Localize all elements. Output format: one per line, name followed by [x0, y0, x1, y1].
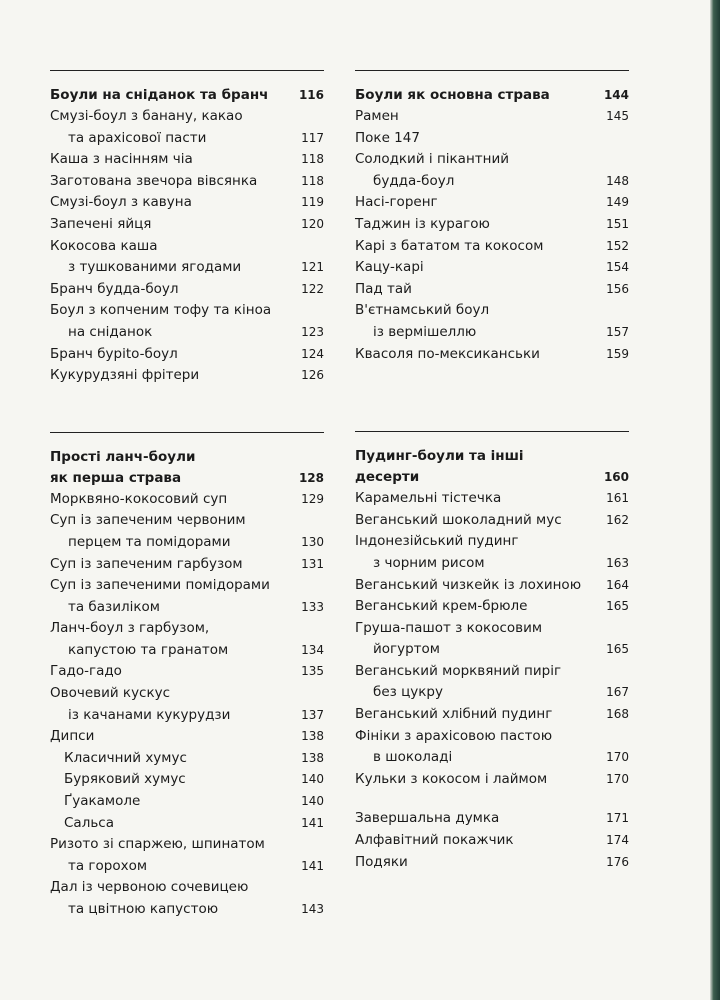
entry-page-number: 170 — [606, 771, 629, 786]
entry-title-line: Бранч будда-боул — [50, 280, 179, 297]
toc-entry[interactable] — [50, 618, 324, 661]
entry-title-line: Веганський морквяний пиріг — [355, 662, 562, 679]
entry-page-number: 163 — [606, 555, 629, 570]
entry-title — [355, 531, 518, 574]
entry-title — [355, 257, 424, 279]
section-heading[interactable] — [50, 447, 324, 489]
toc-entry[interactable] — [50, 489, 324, 511]
entry-page-number: 135 — [301, 664, 324, 679]
entry-page-number: 137 — [301, 707, 324, 722]
toc-entry[interactable] — [355, 236, 629, 258]
entry-title-line: із качанами кукурудзи — [68, 706, 231, 723]
entry-page-number: 161 — [606, 491, 629, 506]
section-spacer — [355, 365, 629, 431]
toc-entry[interactable] — [355, 128, 629, 150]
toc-section-desserts — [355, 431, 629, 790]
section-heading-page-number: 128 — [298, 470, 324, 485]
entry-page-number: 140 — [301, 772, 324, 787]
entry-page-number: 162 — [606, 512, 629, 527]
entry-title-line: Індонезійський пудинг — [355, 533, 519, 550]
entry-title-line: Веганський хлібний пудинг — [355, 706, 553, 723]
toc-entry[interactable] — [50, 661, 324, 683]
entry-title — [355, 344, 540, 366]
section-divider — [50, 432, 324, 433]
entry-page-number: 157 — [606, 324, 629, 339]
entry-page-number: 164 — [606, 577, 629, 592]
toc-entry[interactable] — [50, 171, 324, 193]
entry-title — [50, 834, 265, 877]
toc-entry[interactable] — [50, 877, 324, 920]
entry-title-line: Фініки з арахісовою пастою — [355, 727, 553, 744]
entry-title-line: Карі з бататом та кокосом — [355, 237, 544, 254]
entry-title — [50, 344, 178, 366]
toc-entry[interactable] — [50, 834, 324, 877]
toc-entry[interactable] — [50, 344, 324, 366]
section-heading-line: Боули як основна страва — [355, 87, 550, 103]
entry-title — [50, 554, 243, 576]
entry-page-number: 168 — [606, 707, 629, 722]
toc-entry[interactable] — [50, 279, 324, 301]
entry-page-number: 176 — [606, 854, 629, 869]
toc-entry[interactable] — [355, 106, 629, 128]
entry-title — [355, 236, 543, 258]
section-heading-page-number: 116 — [298, 88, 324, 102]
entry-title-line: Боул з копченим тофу та кіноа — [50, 302, 272, 319]
section-heading-line: Пудинг-боули та інші десерти — [355, 448, 524, 486]
toc-subentry[interactable] — [50, 791, 324, 813]
entry-title — [355, 214, 490, 236]
entry-page-number: 130 — [301, 534, 324, 549]
entry-title-line: Дал із червоною сочевицею — [50, 879, 249, 896]
entry-title-line: в шоколаді — [373, 749, 453, 766]
entry-title — [355, 149, 509, 192]
entry-title — [50, 791, 140, 813]
entry-title-line: Морквяно-кокосовий суп — [50, 490, 228, 507]
toc-entry[interactable] — [355, 279, 629, 301]
entry-title-line: Веганський шоколадний мус — [355, 511, 562, 528]
entry-page-number: 156 — [606, 281, 629, 296]
entry-title — [50, 365, 199, 387]
section-divider — [355, 70, 629, 71]
entry-page-number: 152 — [606, 238, 629, 253]
toc-subentry[interactable] — [50, 769, 324, 791]
entry-title-line: Овочевий кускус — [50, 685, 171, 702]
entry-title-line: Каша з насінням чіа — [50, 151, 193, 168]
toc-section-main — [355, 70, 629, 365]
entry-title-line: Солодкий і пікантний — [355, 151, 510, 168]
entry-title-line: Веганський крем-брюле — [355, 598, 528, 615]
back-matter-entry[interactable] — [355, 830, 629, 852]
entry-page-number: 134 — [301, 642, 324, 657]
entry-title-line: Бранч бурito-боул — [50, 345, 178, 362]
entry-title — [355, 661, 561, 704]
entry-title — [50, 769, 186, 791]
toc-entry[interactable] — [50, 192, 324, 214]
toc-entry[interactable] — [355, 531, 629, 574]
toc-entry[interactable] — [50, 214, 324, 236]
toc-entry[interactable] — [50, 683, 324, 726]
entry-title-line: Смузі-боул з банану, какао — [50, 108, 243, 124]
entry-title-line: Заготована звечора вівсянка — [50, 172, 258, 189]
entry-title-line: В'єтнамський боул — [355, 302, 490, 319]
entry-title-line: Алфавітний покажчик — [355, 832, 514, 849]
entry-title — [50, 618, 228, 661]
entry-page-number: 154 — [606, 260, 629, 275]
entry-title — [50, 106, 243, 149]
entry-page-number: 123 — [301, 324, 324, 339]
entry-title — [50, 214, 151, 236]
entry-page-number: 141 — [301, 858, 324, 873]
toc-entry[interactable] — [50, 149, 324, 171]
toc-entry[interactable] — [50, 510, 324, 553]
entry-title — [50, 300, 271, 343]
toc-entry[interactable] — [355, 488, 629, 510]
entry-page-number: 129 — [301, 491, 324, 506]
entry-page-number: 119 — [301, 195, 324, 210]
toc-entry[interactable] — [355, 704, 629, 726]
back-matter-entry[interactable] — [355, 852, 629, 874]
entry-title — [50, 683, 230, 726]
entry-title — [355, 769, 547, 791]
toc-entry[interactable] — [50, 106, 324, 149]
toc-entry[interactable] — [355, 661, 629, 704]
entry-title-line: на сніданок — [68, 323, 153, 340]
entry-title — [355, 852, 408, 874]
entry-title — [355, 279, 412, 301]
entry-title-line: без цукру — [373, 684, 443, 701]
section-heading-line: Прості ланч-боули — [50, 448, 196, 465]
entry-page-number: 126 — [301, 368, 324, 383]
entry-title — [355, 704, 552, 726]
toc-subentry[interactable] — [50, 748, 324, 770]
entry-title-line: Класичний хумус — [64, 749, 187, 766]
section-spacer — [50, 387, 324, 432]
entry-title-line: з чорним рисом — [373, 554, 485, 571]
entry-page-number: 148 — [606, 173, 629, 188]
toc-section-lunch — [50, 432, 324, 921]
section-heading-page-number: 160 — [603, 470, 629, 485]
section-heading-title — [50, 85, 268, 106]
toc-entry[interactable] — [355, 596, 629, 618]
entry-title-line: Завершальна думка — [355, 810, 500, 827]
section-heading-page-number: 144 — [603, 88, 629, 102]
entry-title-line: із вермішеллю — [373, 323, 477, 340]
section-heading-title — [355, 85, 550, 106]
entry-page-number: 138 — [301, 750, 324, 765]
entry-title-line: та горохом — [68, 857, 148, 874]
entry-title-line: Кукурудзяні фрітери — [50, 367, 200, 384]
entry-title — [50, 171, 257, 193]
entry-title — [355, 300, 489, 343]
book-spine-edge — [710, 0, 720, 1000]
toc-entry[interactable] — [355, 769, 629, 791]
toc-entry[interactable] — [50, 365, 324, 387]
entry-title-line: Ланч-боул з гарбузом, — [50, 620, 210, 637]
entry-title — [355, 510, 562, 532]
entry-page-number: 165 — [606, 599, 629, 614]
entry-title-line: будда-боул — [373, 172, 455, 189]
entry-title-line: Таджин із курагою — [355, 215, 490, 232]
entry-title — [355, 128, 420, 150]
entry-title-line: йогуртом — [373, 641, 440, 658]
entry-title-line: Груша-пашот з кокосовим — [355, 619, 543, 636]
entry-title — [50, 661, 122, 683]
section-divider — [355, 431, 629, 432]
entry-page-number: 143 — [301, 902, 324, 916]
entry-page-number: 151 — [606, 216, 629, 231]
section-heading[interactable] — [50, 85, 324, 106]
entry-title-line: Смузі-боул з кавуна — [50, 194, 192, 211]
entry-title-line: Насі-горенг — [355, 194, 438, 211]
entry-title — [355, 726, 552, 769]
entry-title-line: Кокосова каша — [50, 237, 158, 254]
toc-entry[interactable] — [355, 257, 629, 279]
entry-title — [50, 726, 94, 748]
entry-page-number: 141 — [301, 815, 324, 830]
entry-page-number: 149 — [606, 195, 629, 210]
entry-title — [355, 830, 514, 852]
toc-entry[interactable] — [355, 214, 629, 236]
entry-title-line: та цвітною капустою — [68, 901, 219, 917]
toc-entry[interactable] — [355, 575, 629, 597]
entry-title — [50, 510, 246, 553]
entry-title-line: Кульки з кокосом і лаймом — [355, 770, 548, 787]
section-heading-title — [50, 447, 195, 489]
entry-page-number: 145 — [606, 109, 629, 123]
entry-title — [50, 575, 270, 618]
toc-entry[interactable] — [50, 236, 324, 279]
entry-page-number: 171 — [606, 811, 629, 826]
entry-page-number: 133 — [301, 599, 324, 614]
entry-page-number: 174 — [606, 833, 629, 848]
section-heading-line: Боули на сніданок та бранч — [50, 87, 269, 103]
entry-title-line: Подяки — [355, 853, 408, 870]
entry-title — [50, 813, 114, 835]
entry-title — [50, 149, 193, 171]
entry-title-line: з тушкованими ягодами — [68, 259, 242, 276]
entry-title-line: Суп із запеченим гарбузом — [50, 555, 243, 572]
entry-title — [355, 618, 542, 661]
entry-title — [355, 106, 399, 128]
entry-title-line: Запечені яйця — [50, 215, 152, 232]
toc-entry[interactable] — [355, 149, 629, 192]
toc-entry[interactable] — [50, 554, 324, 576]
entry-title-line: та арахісової пасти — [68, 129, 207, 146]
toc-right-column — [355, 70, 629, 873]
toc-entry[interactable] — [50, 726, 324, 748]
entry-title-line: перцем та помідорами — [68, 533, 231, 550]
toc-entry[interactable] — [355, 726, 629, 769]
toc-entry[interactable] — [355, 192, 629, 214]
entry-page-number: 118 — [301, 173, 324, 188]
entry-title-line: Рамен — [355, 108, 399, 124]
toc-left-column — [50, 70, 324, 921]
entry-page-number: 120 — [301, 216, 324, 231]
entry-page-number: 165 — [606, 642, 629, 657]
toc-section-breakfast — [50, 70, 324, 387]
entry-page-number: 138 — [301, 729, 324, 744]
entry-title-line: Карамельні тістечка — [355, 490, 502, 507]
entry-title-line: Буряковий хумус — [64, 771, 186, 788]
entry-title-line: Дипси — [50, 728, 95, 745]
entry-page-number: 170 — [606, 750, 629, 765]
entry-title-line: Пад тай — [355, 280, 412, 297]
toc-entry[interactable] — [355, 618, 629, 661]
entry-title-line: Квасоля по-мексиканськи — [355, 345, 540, 362]
toc-entry[interactable] — [355, 344, 629, 366]
entry-page-number: 122 — [301, 281, 324, 296]
entry-page-number: 117 — [301, 130, 324, 145]
entry-title — [50, 192, 192, 214]
entry-title-line: Веганський чизкейк із лохиною — [355, 576, 582, 593]
entry-page-number: 167 — [606, 685, 629, 700]
section-heading[interactable] — [355, 446, 629, 488]
entry-title-line: Суп із запеченим червоним — [50, 512, 246, 529]
entry-page-number: 140 — [301, 794, 324, 809]
entry-title-line: Поке 147 — [355, 129, 420, 146]
entry-title-line: Суп із запеченими помідорами — [50, 577, 270, 594]
entry-title-line: капустою та гранатом — [68, 641, 229, 658]
entry-title-line: Кацу-карі — [355, 259, 424, 276]
toc-entry[interactable] — [355, 300, 629, 343]
toc-entry[interactable] — [355, 510, 629, 532]
toc-entry[interactable] — [50, 300, 324, 343]
entry-title — [355, 808, 499, 830]
back-matter-entry[interactable] — [355, 808, 629, 830]
entry-title — [355, 488, 501, 510]
entry-page-number: 159 — [606, 346, 629, 361]
entry-title — [355, 575, 581, 597]
back-matter-spacer — [355, 790, 629, 808]
entry-title — [50, 877, 248, 920]
entry-title — [50, 279, 179, 301]
entry-page-number: 124 — [301, 346, 324, 361]
entry-title — [50, 236, 241, 279]
entry-title — [50, 489, 227, 511]
entry-title-line: Ризото зі спаржею, шпинатом — [50, 836, 265, 853]
toc-subentry[interactable] — [50, 813, 324, 835]
entry-title-line: Сальса — [64, 814, 114, 831]
section-heading[interactable] — [355, 85, 629, 106]
entry-title — [355, 596, 527, 618]
entry-page-number: 118 — [301, 152, 324, 167]
entry-title — [50, 748, 187, 770]
entry-page-number: 131 — [301, 556, 324, 571]
entry-title-line: Гадо-гадо — [50, 663, 122, 680]
entry-page-number: 121 — [301, 260, 324, 275]
entry-title — [355, 192, 438, 214]
entry-title-line: Ґуакамоле — [64, 793, 141, 810]
section-heading-title — [355, 446, 585, 488]
entry-title-line: та базиліком — [68, 598, 160, 615]
toc-entry[interactable] — [50, 575, 324, 618]
section-divider — [50, 70, 324, 71]
section-heading-line: як перша страва — [50, 469, 182, 486]
